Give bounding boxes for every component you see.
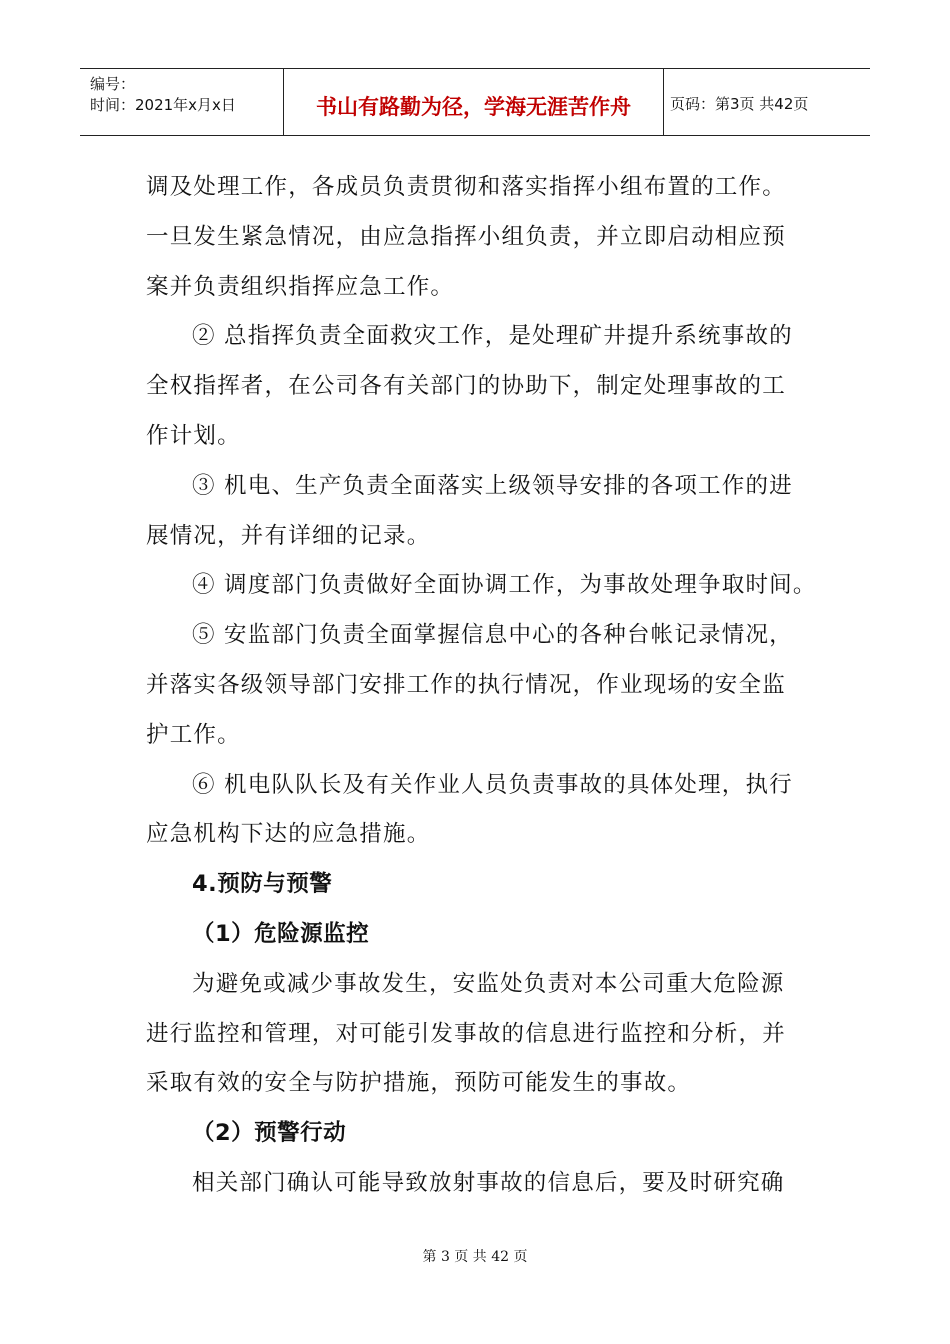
doc-number-label: 编号：: [90, 75, 136, 93]
document-body: [146, 163, 817, 1209]
body-line: ③ 机电、生产负责全面落实上级领导安排的各项工作的进: [192, 472, 793, 499]
body-line: 并落实各级领导部门安排工作的执行情况，作业现场的安全监: [146, 671, 786, 698]
body-line: ④ 调度部门负责做好全面协调工作，为事故处理争取时间。: [192, 572, 817, 599]
doc-time-label: 时间：2021年x月x日: [90, 96, 236, 114]
body-line: 为避免或减少事故发生，安监处负责对本公司重大危险源: [192, 970, 785, 997]
body-line: ⑥ 机电队队长及有关作业人员负责事故的具体处理，执行: [192, 771, 793, 798]
body-line: 进行监控和管理，对可能引发事故的信息进行监控和分析，并: [146, 1020, 786, 1047]
header-page-cell: [664, 69, 870, 135]
body-line: 全权指挥者，在公司各有关部门的协助下，制定处理事故的工: [146, 373, 786, 400]
body-line: ⑤ 安监部门负责全面掌握信息中心的各种台帐记录情况，: [192, 622, 793, 649]
body-line: 案并负责组织指挥应急工作。: [146, 273, 455, 300]
header-motto: 书山有路勤为径，学海无涯苦作舟: [316, 95, 631, 119]
body-line: 调及处理工作，各成员负责贯彻和落实指挥小组布置的工作。: [146, 174, 786, 200]
header-motto-cell: [284, 69, 664, 135]
body-line: 采取有效的安全与防护措施，预防可能发生的事故。: [146, 1070, 692, 1097]
header-page-code: 页码：第3页 共42页: [670, 95, 809, 113]
document-header: [80, 68, 870, 136]
body-line: ② 总指挥负责全面救灾工作，是处理矿井提升系统事故的: [192, 323, 793, 350]
body-line: 作计划。: [146, 422, 241, 449]
header-info-cell: [80, 69, 284, 135]
body-line: 护工作。: [146, 721, 241, 748]
page-footer: 第 3 页 共 42 页: [422, 1249, 528, 1265]
body-line: 应急机构下达的应急措施。: [146, 821, 431, 848]
body-line: 相关部门确认可能导致放射事故的信息后，要及时研究确: [192, 1169, 785, 1196]
body-line: 一旦发生紧急情况，由应急指挥小组负责，并立即启动相应预: [146, 223, 786, 250]
subsection-heading: （1）危险源监控: [192, 920, 370, 947]
subsection-heading: （2）预警行动: [192, 1120, 347, 1147]
body-line: 展情况，并有详细的记录。: [146, 522, 431, 549]
section-heading: 4.预防与预警: [192, 871, 333, 898]
